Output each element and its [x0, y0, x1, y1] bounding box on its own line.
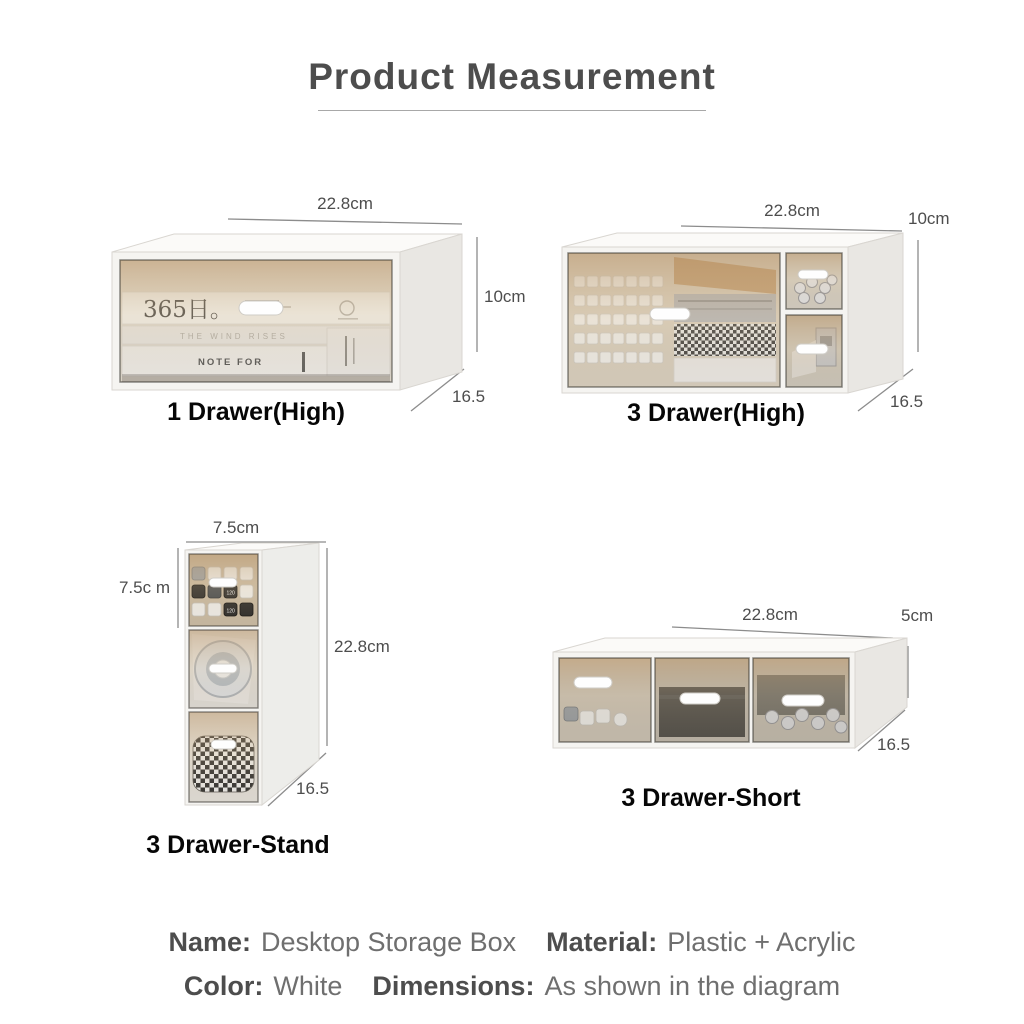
spec-dimensions-value: As shown in the diagram [544, 971, 841, 1001]
spec-line-1 [0, 920, 1024, 964]
product-name-3-drawer-stand: 3 Drawer-Stand [146, 831, 330, 859]
drawer-top [189, 554, 258, 626]
product-photo-3-drawer-stand [178, 540, 328, 810]
dimension-label-width: 22.8cm [317, 194, 373, 213]
dimension-label-drawer-height: 7.5c m [118, 578, 170, 597]
drawer-bottom-right [786, 315, 842, 387]
drawer-handle-icon [209, 578, 237, 587]
dimension-label-depth: 16.5 [296, 779, 330, 798]
drawer-handle-icon [239, 301, 283, 315]
drawer-left [559, 658, 651, 742]
drawer-handle-icon [209, 664, 237, 673]
dimension-label-height: 10cm [908, 209, 950, 228]
drawer-bottom [189, 712, 258, 802]
spec-line-2 [0, 964, 1024, 1008]
drawer-front [120, 260, 392, 382]
drawer-handle-icon [796, 344, 828, 354]
product-name-3-drawer-high: 3 Drawer(High) [627, 399, 805, 427]
drawer-handle-icon [211, 740, 236, 749]
spec-dimensions-label: Dimensions: [372, 971, 535, 1001]
drawer-handle-icon [782, 695, 824, 706]
dimension-label-height: 10cm [484, 287, 526, 306]
spec-color-label: Color: [183, 971, 264, 1001]
dimension-label-height: 5cm [901, 606, 934, 625]
spec-color-value: White [273, 971, 343, 1001]
page-title: Product Measurement [308, 56, 716, 97]
dimension-label-depth: 16.5 [890, 392, 924, 411]
drawer-right [753, 658, 849, 742]
drawer-handle-icon [650, 308, 690, 320]
drawer-middle [655, 658, 749, 742]
dimension-label-depth: 16.5 [452, 387, 486, 406]
dimension-label-height: 22.8cm [334, 637, 390, 656]
spec-material-value: Plastic + Acrylic [667, 927, 856, 957]
product-name-1-drawer-high: 1 Drawer(High) [167, 398, 345, 426]
spec-name-label: Name: [168, 927, 251, 957]
drawer-large [568, 253, 780, 387]
dimension-label-width: 22.8cm [742, 605, 798, 624]
product-photo-3-drawer-short [550, 635, 910, 755]
spec-name-value: Desktop Storage Box [261, 927, 517, 957]
drawer-top-right [786, 253, 842, 309]
product-specs [0, 920, 1024, 1008]
dimension-label-width: 22.8cm [764, 201, 820, 220]
product-name-3-drawer-short: 3 Drawer-Short [621, 784, 801, 812]
drawer-handle-icon [680, 693, 720, 704]
spec-material-label: Material: [546, 927, 658, 957]
drawer-handle-icon [574, 677, 612, 688]
title-underline [318, 110, 706, 111]
dimension-label-top-width: 7.5cm [212, 518, 260, 537]
dimension-label-depth: 16.5 [877, 735, 911, 754]
drawer-middle [189, 630, 258, 708]
drawer-handle-icon [798, 270, 828, 279]
product-photo-3-drawer-high [558, 232, 910, 397]
product-photo-1-drawer-high [95, 228, 485, 418]
